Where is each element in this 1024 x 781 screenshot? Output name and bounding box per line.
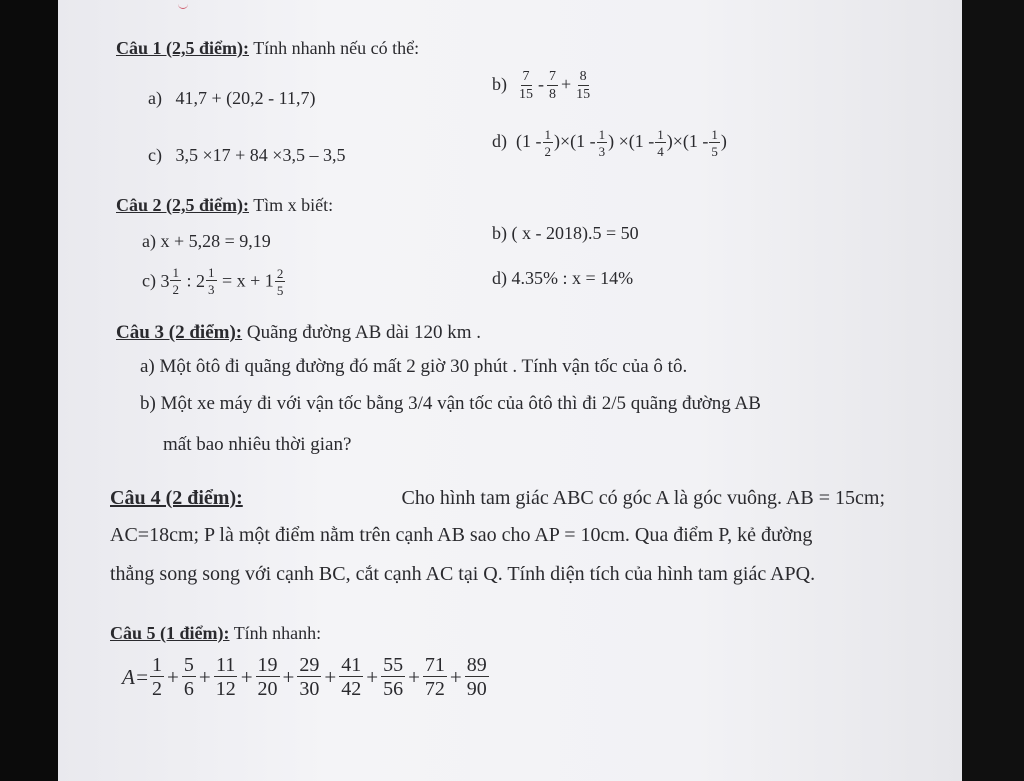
- q1-heading: [116, 38, 419, 59]
- q5-expression: [122, 655, 490, 699]
- q2-heading: [116, 195, 333, 216]
- q5-fraction-8: $\frac{71}{72}$: [424, 654, 445, 700]
- q3-a: a) Một ôtô đi quãng đường đó mất 2 giờ 30 phút . Tính vận tốc của ô tô.: [140, 356, 688, 377]
- q4-line1-text: Cho hình tam giác ABC có góc A là góc vuông. AB = 15cm;: [401, 487, 885, 509]
- q4-line3: thẳng song song với cạnh BC, cắt cạnh AC tại Q. Tính diện tích của hình tam giác APQ.: [110, 563, 816, 585]
- q2-a-prefix: a): [142, 231, 156, 251]
- q1-a-prefix: a): [148, 88, 162, 108]
- q3-b-line1: b) Một xe máy đi với vận tốc bằng 3/4 vận tốc của ôtô thì đi 2/5 quãng đường AB: [140, 393, 761, 414]
- q1-d-frac-2: $\frac{1}{3}$: [598, 127, 606, 159]
- q5-plus-sign: +: [408, 664, 420, 689]
- q5-label: Câu 5 (1 điểm):: [110, 623, 230, 643]
- q1-title: Tính nhanh nếu có thể:: [253, 38, 420, 58]
- q5-plus-sign: +: [449, 664, 462, 689]
- q1-d-frac-3: $\frac{1}{4}$: [657, 127, 664, 159]
- q5-fraction-5: $\frac{29}{30}$: [299, 654, 320, 700]
- q2-b-prefix: b): [492, 223, 507, 243]
- q5-fraction-4: $\frac{19}{20}$: [257, 654, 278, 700]
- q2-b: [492, 223, 639, 244]
- right-border: [962, 0, 1024, 781]
- q1-b: b) $\frac{7}{15}$ - $\frac{7}{8}$ + $\frac{8}{15}$: [492, 69, 591, 102]
- q1-c-expr: 3,5 ×17 + 84 ×3,5 – 3,5: [175, 145, 346, 165]
- q3-label: Câu 3 (2 điểm):: [116, 322, 243, 343]
- q5-plus-sign: +: [198, 664, 211, 689]
- q1-b-prefix: b): [492, 74, 507, 95]
- q3-heading: [116, 322, 481, 344]
- q1-a-expr: 41,7 + (20,2 - 11,7): [175, 88, 316, 108]
- q5-plus-sign: +: [324, 664, 337, 689]
- q4-label: Câu 4 (2 điểm):: [110, 487, 243, 509]
- q1-label: Câu 1 (2,5 điểm):: [116, 38, 249, 58]
- q5-lhs: A=: [122, 664, 149, 689]
- q2-d: [492, 268, 633, 289]
- q5-fraction-9: $\frac{89}{90}$: [466, 654, 487, 700]
- q5-fraction-2: $\frac{5}{6}$: [183, 654, 194, 700]
- q4-line1: [110, 487, 885, 510]
- q2-a: [142, 231, 271, 252]
- q1-d-frac-4: $\frac{1}{5}$: [711, 127, 718, 159]
- q5-plus-sign: +: [167, 664, 179, 689]
- q1-d-prefix: d): [492, 131, 507, 152]
- q2-d-expr: 4.35% : x = 14%: [511, 268, 634, 288]
- q5-plus-sign: +: [240, 664, 253, 689]
- q1-d-frac-1: $\frac{1}{2}$: [544, 127, 551, 159]
- q1-b-frac-2: $\frac{7}{8}$: [549, 69, 556, 102]
- q2-label: Câu 2 (2,5 điểm):: [116, 195, 249, 215]
- q1-c: [148, 145, 345, 166]
- q5-title: Tính nhanh:: [233, 623, 322, 643]
- q5-fraction-7: $\frac{55}{56}$: [383, 654, 404, 700]
- q5-fraction-1: $\frac{1}{2}$: [152, 654, 162, 700]
- q2-c-frac-1: $\frac{1}{2}$: [172, 265, 179, 297]
- q1-b-frac-3: $\frac{8}{15}$: [576, 69, 591, 102]
- q5-fraction-6: $\frac{41}{42}$: [341, 654, 362, 700]
- q1-d: d) (1 - $\frac{1}{2}$ )×(1 - $\frac{1}{3}$ ) ×(1 - $\frac{1}{4}$ )×(1 - $\frac{1}{5}$ ): [492, 127, 727, 159]
- q2-d-prefix: d): [492, 268, 507, 288]
- q2-c-frac-3: $\frac{2}{5}$: [276, 266, 284, 299]
- q1-c-prefix: c): [148, 145, 162, 165]
- q2-a-expr: x + 5,28 = 9,19: [160, 231, 271, 251]
- q3-title: Quãng đường AB dài 120 km .: [246, 322, 481, 343]
- q5-fraction-3: $\frac{11}{12}$: [215, 654, 236, 700]
- q4-line2: AC=18cm; P là một điểm nằm trên cạnh AB sao cho AP = 10cm. Qua điểm P, kẻ đường: [110, 524, 813, 546]
- q5-heading: [110, 623, 321, 644]
- q2-c-frac-2: $\frac{1}{3}$: [208, 265, 215, 297]
- q5-sum: [149, 655, 490, 699]
- q2-c-prefix: c): [142, 270, 156, 291]
- q2-title: Tìm x biết:: [253, 195, 334, 215]
- q2-b-expr: ( x - 2018).5 = 50: [511, 223, 639, 243]
- q5-plus-sign: +: [282, 664, 295, 689]
- q1-a: [148, 88, 315, 109]
- q3-b-line2: mất bao nhiêu thời gian?: [163, 434, 352, 455]
- q5-plus-sign: +: [366, 664, 379, 689]
- q2-c: c) 3 $\frac{1}{2}$ : 2 $\frac{1}{3}$ = x + 1 $\frac{2}{5}$: [142, 265, 284, 299]
- q1-b-frac-1: $\frac{7}{15}$: [519, 69, 533, 102]
